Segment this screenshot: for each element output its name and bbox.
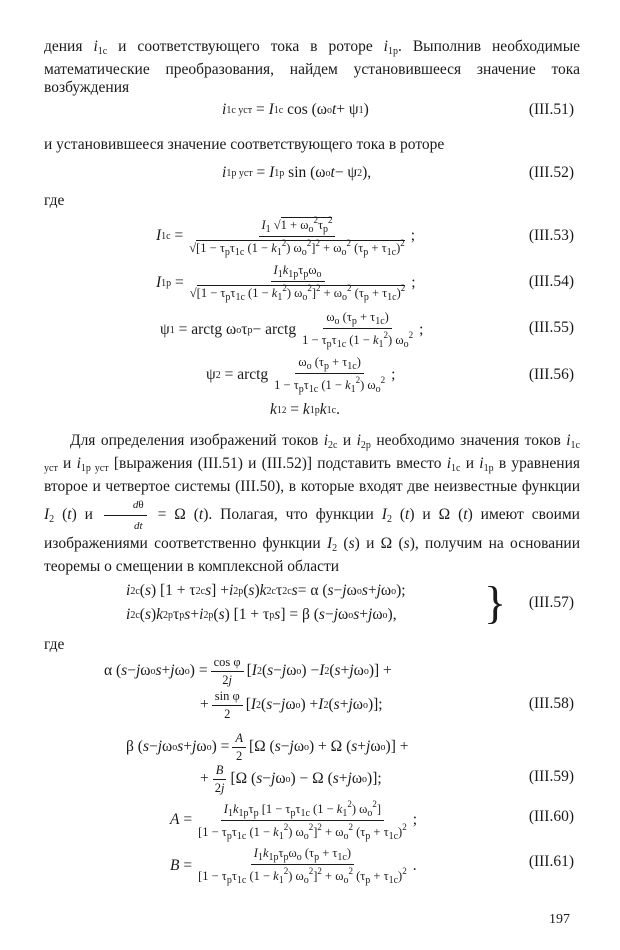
equation-III-60: A = $\frac{I_1k_{1p}\tau_p [1 - \tau_p\tau_{1c} (1 - k_1^2) \omega_о^2]}{[1 - \tau_p\tau_{1c} (1 - k_1^2) \omega_о^2]^2 + \omega_о^2 (\tau_p + \tau_{1c})^2}$ ; — [170, 798, 418, 842]
equation-III-61: B = $\frac{I_1k_{1p}\tau_p\omega_о (\tau_p + \tau_{1c})}{[1 - \tau_p\tau_{1c} (1 - k_1^2) \omega_о^2]^2 + \omega_о^2 (\tau_p + \tau_{1c})^2}$ . — [170, 846, 417, 886]
equation-III-58-line1: α ( s − j ω о s + j ω о ) = $\frac{\text{cos φ}}{2j}$ [ I 2 ( s − j ω о ) − I 2 ( s + j ω о )] + — [104, 654, 392, 687]
paragraph-images: Для определения изображений токов $i_{2c}$ и $i_{2p}$ необходимо значения токов $i_{1c уст}$ и $i_{1p уст}$ [выражения (III.51) и (III.52)] подставить вместо $i_{1c}$ и $i_{1p}$ в уравнения второе и четвертое системы (III.50), в которые входят две неизвестные функции $I_2$ (t) и $\frac{d\theta}{dt}$ = Ω (t). Полагая, что функции $I_2$ (t) и Ω (t) имеют своими изображениями соответственно функции $I_2$ (s) и Ω (s), получим на основании теоремы о смещении в комплексной области — [44, 432, 580, 575]
equation-III-58-line2: + $\frac{\text{sin φ}}{2}$ [ I 2 ( s − j ω о ) + I 2 ( s + j ω о )]; — [200, 688, 383, 721]
label-where: где — [44, 192, 65, 209]
equation-number: (III.51) — [528, 101, 574, 118]
equation-number: (III.53) — [528, 227, 574, 244]
equation-III-52: i 1p уст = I 1p sin (ω о t − ψ 2 ), — [222, 164, 372, 181]
right-brace: } — [484, 577, 507, 628]
equation-III-59-line2: + $\frac{B}{2j}$ [Ω ( s − j ω о ) − Ω ( s + j ω о )]; — [200, 762, 382, 795]
equation-number: (III.55) — [528, 319, 574, 336]
equation-III-57-line2: i 2c ( s ) k 2p τ p s + i 2p ( s ) [1 + τ p s ] = β ( s − j ω о s + j ω о ), — [126, 606, 397, 623]
equation-k1: k 1 2 = k 1p k 1c . — [270, 401, 340, 418]
equation-III-56: ψ 2 = arctg $\frac{\omega_о (\tau_p + \tau_{1c})}{1 - \tau_p\tau_{1c} (1 - k_1^2) \omega_о^2}$ ; — [206, 355, 396, 395]
equation-number: (III.52) — [528, 164, 574, 181]
equation-III-54: I 1p = $\frac{I_1k_{1p}\tau_p\omega_о}{√[1 - \tau_p\tau_{1c} (1 - k_1^2) \omega_о^2]^2 + \omega_о^2 (\tau_p + \tau_{1c})^2}$ ; — [156, 263, 416, 303]
page-number: 197 — [549, 912, 570, 927]
paragraph-rotor-current: и установившееся значение соответствующего тока в роторе — [44, 136, 445, 153]
equation-number: (III.61) — [528, 853, 574, 870]
equation-number: (III.59) — [528, 768, 574, 785]
label-where: где — [44, 636, 65, 653]
equation-number: (III.56) — [528, 366, 574, 383]
equation-number: (III.54) — [528, 273, 574, 290]
equation-III-53: I 1c = $\frac{I_1 √1 + \omega_о^2\tau_p^2}{√[1 - \tau_p\tau_{1c} (1 - k_1^2) \omega_о^2]^2 + \omega_о^2 (\tau_p + \tau_{1c})^2}$ ; — [156, 214, 416, 258]
paragraph-intro: дения $i_{1c}$ и соответствующего тока в роторе $i_{1p}$. Выполнив необходимые математические преобразования, найдем установившееся значение тока возбуждения — [44, 38, 580, 96]
equation-III-51: i 1c уст = I 1c cos (ω о t + ψ 1 ) — [222, 101, 369, 118]
equation-number: (III.57) — [528, 594, 574, 611]
equation-III-59-line1: β ( s − j ω о s + j ω о ) = $\frac{A}{2}$ [Ω ( s − j ω о ) + Ω ( s + j ω о )] + — [126, 730, 409, 763]
equation-number: (III.58) — [528, 695, 574, 712]
equation-III-57-line1: i 2c ( s ) [1 + τ 2c s ] + i 2p ( s ) k 2c τ 2c s = α ( s − j ω о s + j ω о ); — [126, 582, 406, 599]
equation-III-55: ψ 1 = arctg ω о τ p − arctg $\frac{\omega_о (\tau_p + \tau_{1c})}{1 - \tau_p\tau_{1c} (1 - k_1^2) \omega_о^2}$ ; — [160, 310, 424, 350]
equation-number: (III.60) — [528, 808, 574, 825]
